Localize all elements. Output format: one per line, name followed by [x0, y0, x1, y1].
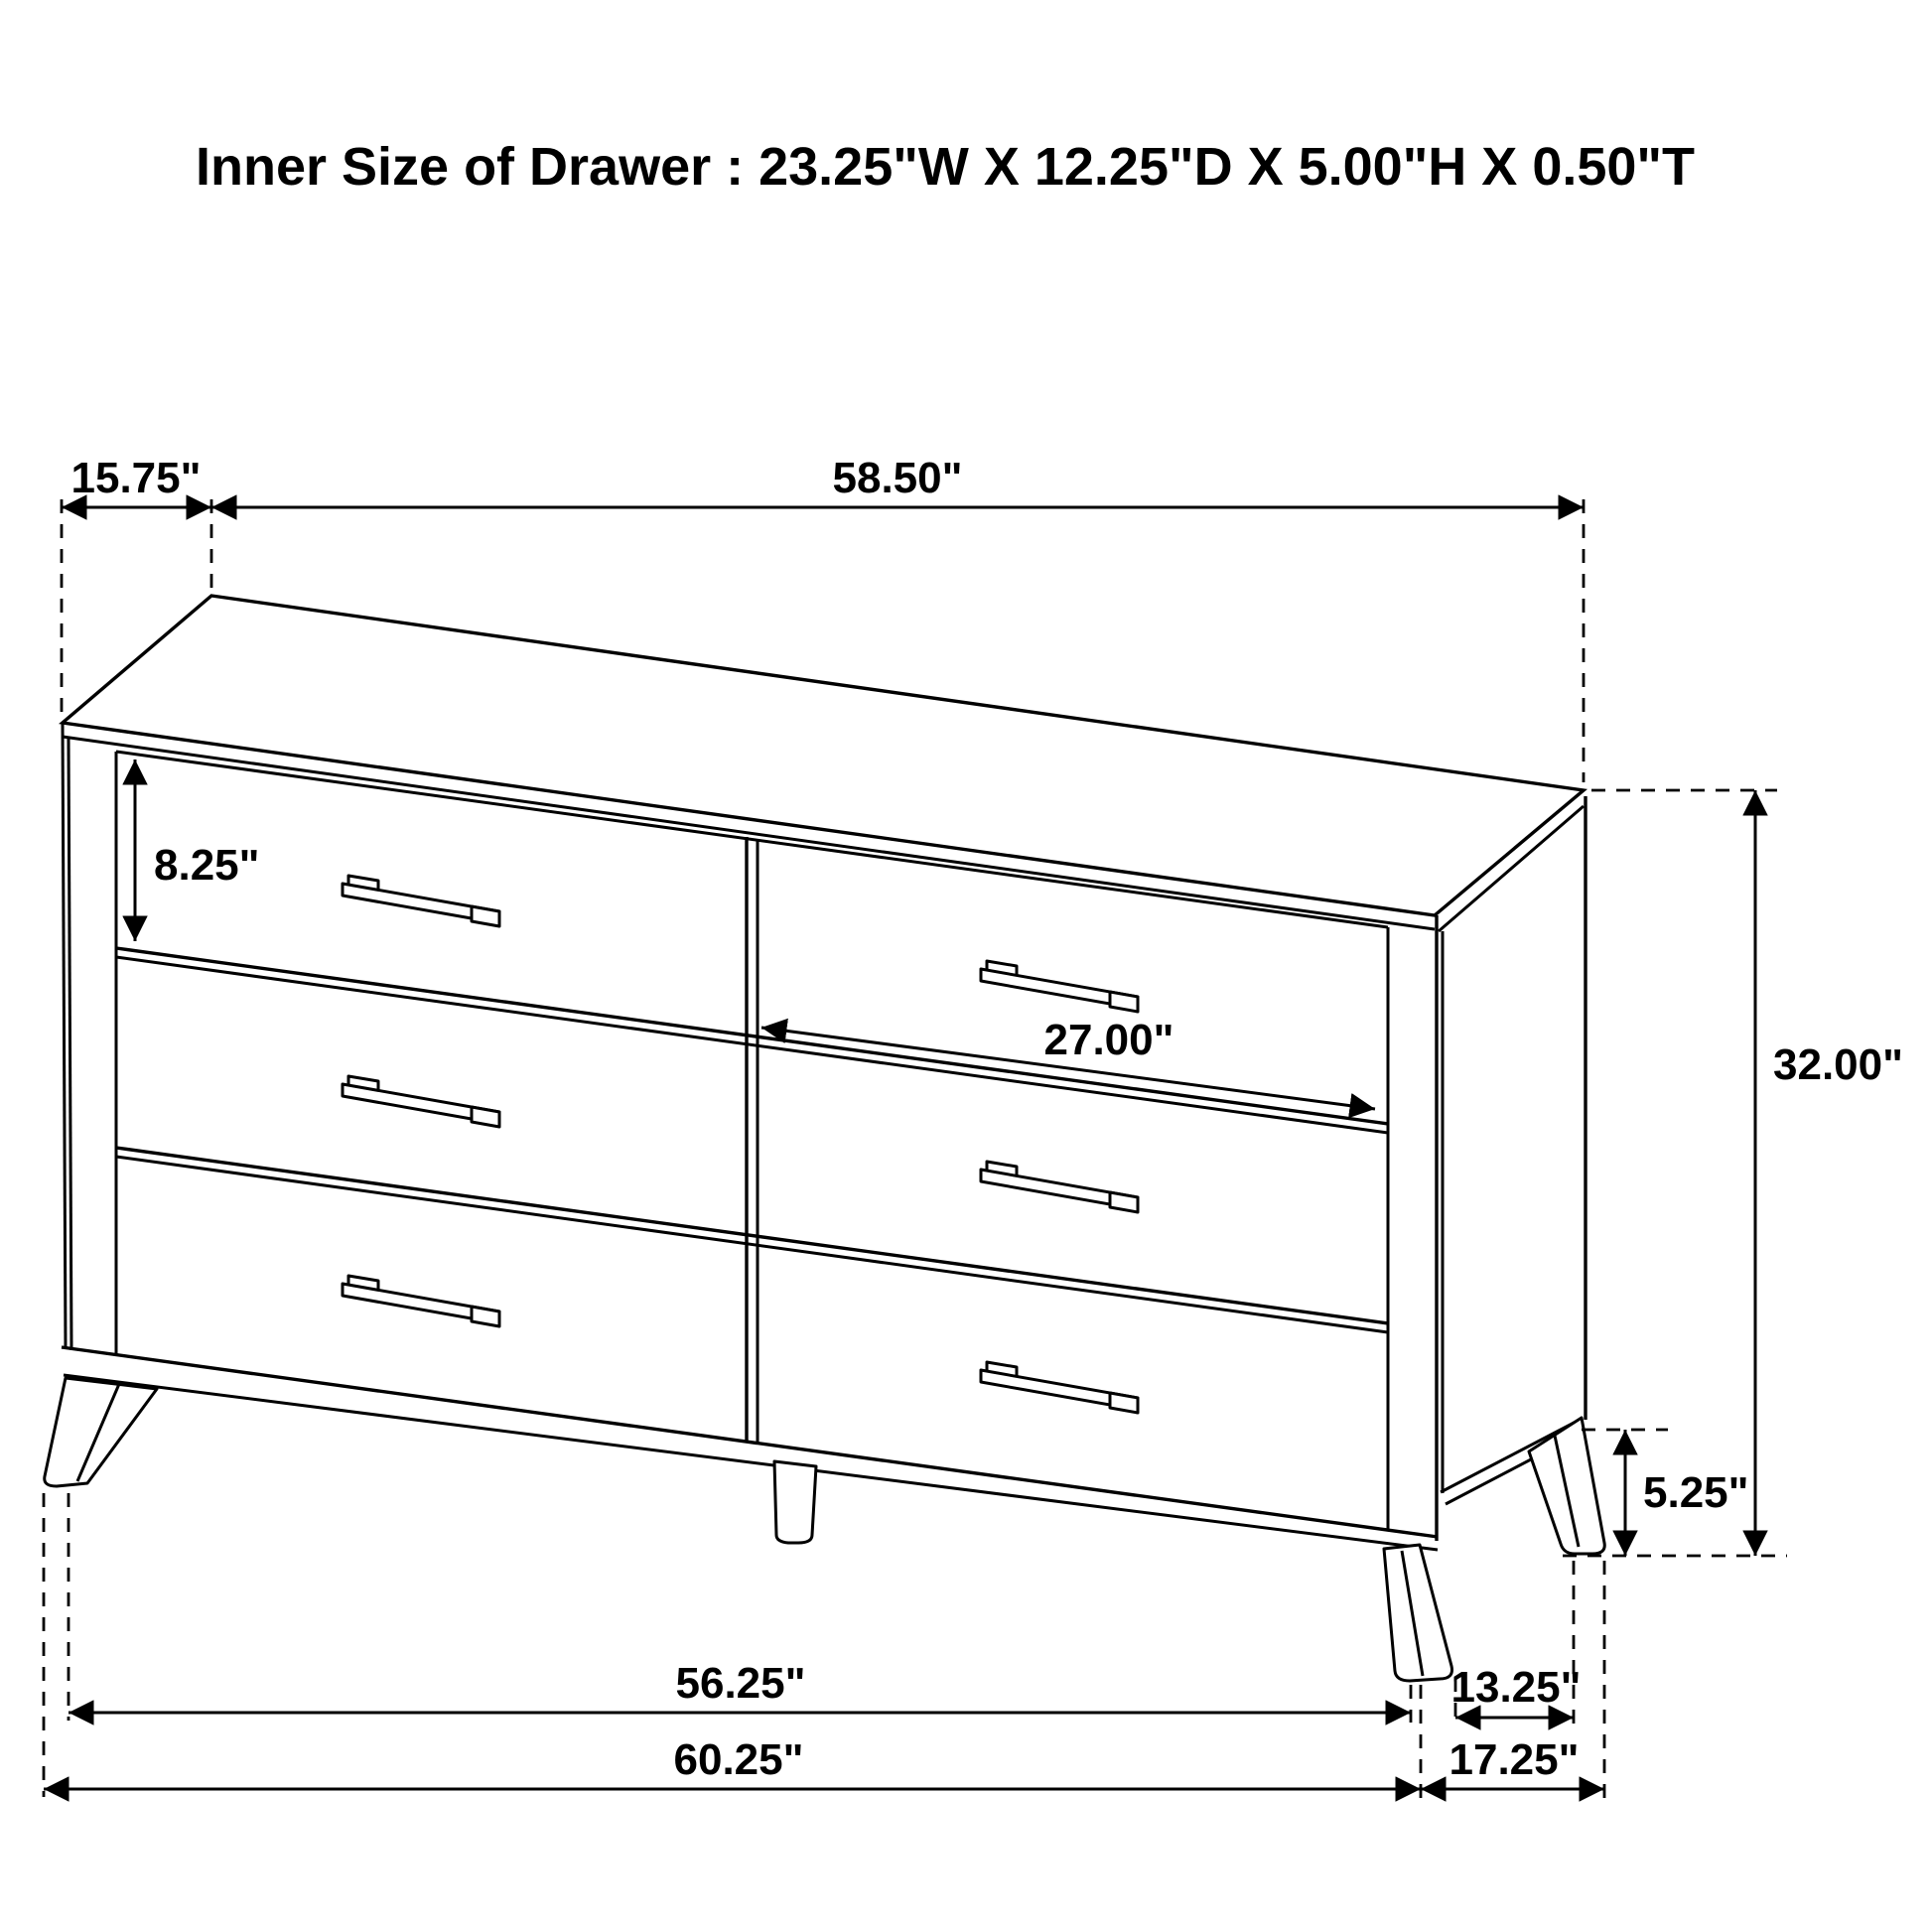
dim-label-top-depth: 15.75": [70, 454, 202, 502]
dim-label-leg-height: 5.25": [1643, 1468, 1749, 1517]
dim-label-overall-width: 60.25": [673, 1735, 804, 1784]
dim-label-overall-depth: 17.25": [1449, 1735, 1580, 1784]
drawer-handle: [343, 876, 499, 926]
drawer-handle: [981, 1162, 1138, 1212]
drawer-handle: [343, 1276, 499, 1326]
dim-label-front-leg-span: 56.25": [675, 1659, 806, 1708]
dim-label-top-width: 58.50": [832, 454, 963, 502]
dresser-top-panel: [63, 596, 1584, 931]
dim-label-drawer-width: 27.00": [1043, 1016, 1174, 1064]
dim-overall-height: [1755, 790, 1903, 1556]
page-title: Inner Size of Drawer : 23.25"W X 12.25"D X 5.00"H X 0.50"T: [195, 137, 1696, 197]
drawer-handles: [343, 876, 1138, 1413]
drawer-handle: [343, 1076, 499, 1127]
dim-front-leg-span: [69, 1659, 1411, 1713]
dresser-case: [62, 723, 1586, 1550]
dim-label-top-drawer-height: 8.25": [154, 841, 260, 890]
dim-top-drawer-height: [135, 759, 260, 941]
center-leg: [774, 1461, 816, 1543]
dim-leg-height: [1625, 1430, 1749, 1556]
dim-rear-leg-offset: [1451, 1663, 1582, 1718]
dim-overall-width: [44, 1735, 1421, 1789]
dresser-drawing: [45, 596, 1605, 1681]
front-right-leg: [1384, 1545, 1452, 1681]
dimension-annotations: [44, 454, 1903, 1799]
dim-overall-depth: [1421, 1735, 1604, 1789]
dim-label-rear-leg-offset: 13.25": [1450, 1663, 1582, 1712]
dim-top-width: [211, 454, 1584, 507]
drawer-handle: [981, 961, 1138, 1012]
dim-drawer-width: [761, 1016, 1375, 1109]
drawer-grid: [116, 837, 1388, 1443]
drawer-handle: [981, 1362, 1138, 1413]
front-left-leg: [45, 1378, 157, 1486]
dresser-legs: [45, 1378, 1605, 1681]
dim-label-overall-height: 32.00": [1773, 1040, 1903, 1089]
dim-top-depth: [62, 454, 211, 507]
